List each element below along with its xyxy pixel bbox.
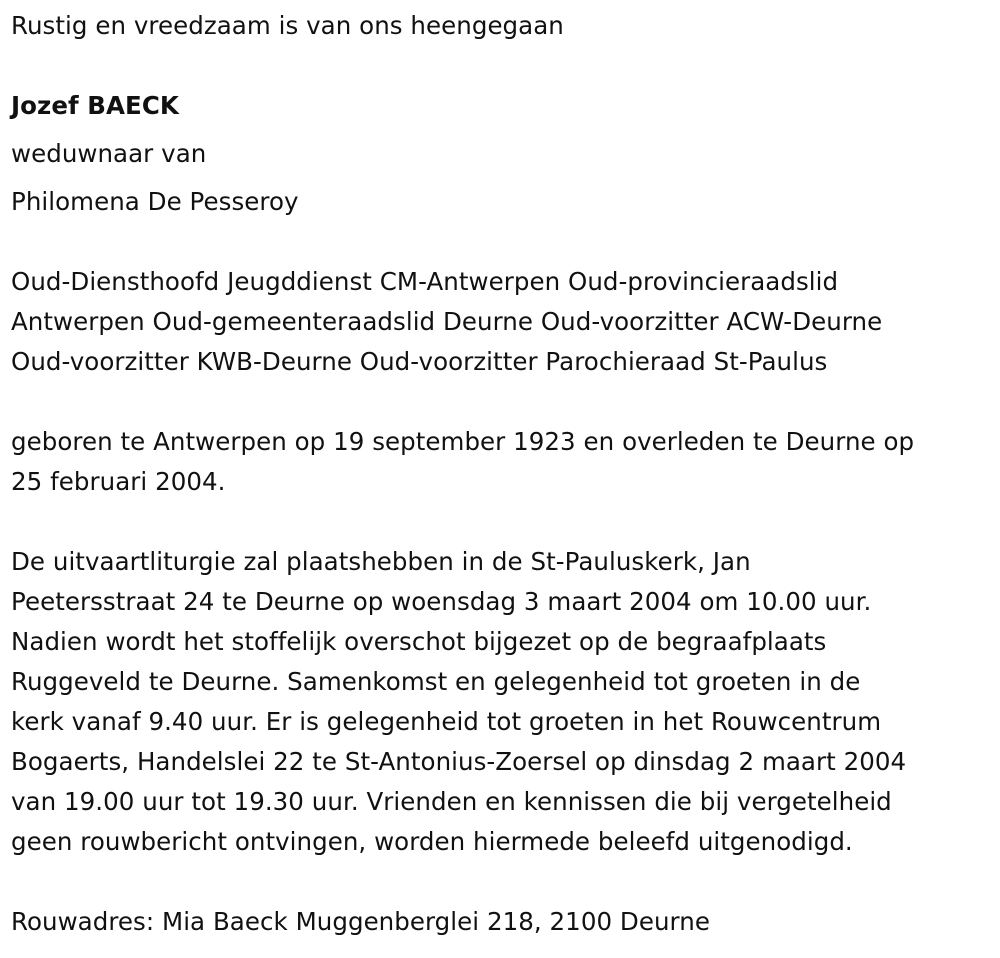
mourning-address: Rouwadres: Mia Baeck Muggenberglei 218, 2100 Deurne <box>11 907 710 936</box>
funeral-line: Bogaerts, Handelslei 22 te St-Antonius-Zoersel op dinsdag 2 maart 2004 <box>11 747 907 776</box>
address-paragraph <box>11 902 710 942</box>
funeral-line: Nadien wordt het stoffelijk overschot bijgezet op de begraafplaats <box>11 627 827 656</box>
birth-death-paragraph <box>11 422 914 502</box>
deceased-name-paragraph <box>11 86 179 126</box>
relation-paragraph <box>11 134 206 174</box>
functions-paragraph <box>11 262 882 382</box>
funeral-line: Ruggeveld te Deurne. Samenkomst en gelegenheid tot groeten in de <box>11 667 861 696</box>
funeral-line: Peetersstraat 24 te Deurne op woensdag 3 maart 2004 om 10.00 uur. <box>11 587 872 616</box>
funeral-line: kerk vanaf 9.40 uur. Er is gelegenheid tot groeten in het Rouwcentrum <box>11 707 882 736</box>
funeral-line: geen rouwbericht ontvingen, worden hiermede beleefd uitgenodigd. <box>11 827 853 856</box>
functions-line: Oud-voorzitter KWB-Deurne Oud-voorzitter Parochieraad St-Paulus <box>11 347 828 376</box>
functions-line: Oud-Diensthoofd Jeugddienst CM-Antwerpen Oud-provincieraadslid <box>11 267 839 296</box>
deceased-name: Jozef BAECK <box>11 91 179 120</box>
relation-line: weduwnaar van <box>11 139 207 168</box>
intro-paragraph <box>11 6 564 46</box>
functions-line: Antwerpen Oud-gemeenteraadslid Deurne Oud-voorzitter ACW-Deurne <box>11 307 883 336</box>
intro-line: Rustig en vreedzaam is van ons heengegaan <box>11 11 564 40</box>
birth-death-line: geboren te Antwerpen op 19 september 1923 en overleden te Deurne op <box>11 427 915 456</box>
spouse-name: Philomena De Pesseroy <box>11 187 299 216</box>
birth-death-line: 25 februari 2004. <box>11 467 226 496</box>
funeral-line: De uitvaartliturgie zal plaatshebben in de St-Pauluskerk, Jan <box>11 547 751 576</box>
spouse-paragraph <box>11 182 299 222</box>
funeral-line: van 19.00 uur tot 19.30 uur. Vrienden en kennissen die bij vergetelheid <box>11 787 892 816</box>
funeral-paragraph <box>11 542 906 862</box>
